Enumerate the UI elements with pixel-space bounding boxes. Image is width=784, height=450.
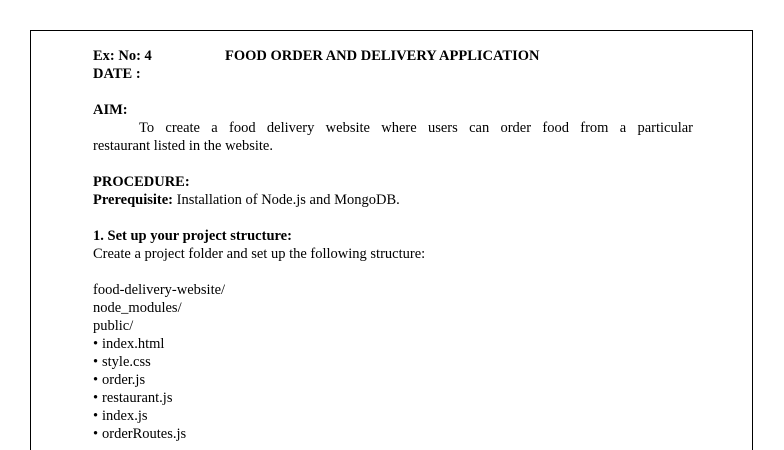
step1-text: Create a project folder and set up the following structure: bbox=[93, 246, 426, 262]
list-item bbox=[93, 389, 693, 407]
file-name: restaurant.js bbox=[102, 390, 173, 406]
file-name: index.html bbox=[102, 336, 165, 352]
list-item bbox=[93, 407, 693, 425]
prerequisite-line bbox=[93, 191, 693, 209]
list-item bbox=[93, 425, 693, 443]
bullet-icon: • bbox=[93, 372, 99, 388]
file-name: orderRoutes.js bbox=[102, 426, 187, 442]
file-name: order.js bbox=[102, 372, 146, 388]
document-content bbox=[93, 47, 693, 443]
prerequisite-text: Installation of Node.js and MongoDB. bbox=[173, 192, 400, 208]
structure-dir-public: public/ bbox=[93, 318, 134, 334]
bullet-icon: • bbox=[93, 336, 99, 352]
step1-heading: 1. Set up your project structure: bbox=[93, 228, 292, 244]
prerequisite-label: Prerequisite: bbox=[93, 192, 173, 208]
document-title: FOOD ORDER AND DELIVERY APPLICATION bbox=[225, 48, 540, 64]
aim-paragraph bbox=[93, 119, 693, 155]
procedure-heading: PROCEDURE: bbox=[93, 174, 190, 190]
document-page bbox=[30, 30, 753, 450]
structure-dir-node-modules: node_modules/ bbox=[93, 300, 182, 316]
bullet-icon: • bbox=[93, 426, 99, 442]
bullet-icon: • bbox=[93, 390, 99, 406]
exercise-number: Ex: No: 4 bbox=[93, 48, 152, 64]
aim-heading: AIM: bbox=[93, 102, 128, 118]
bullet-icon: • bbox=[93, 408, 99, 424]
list-item bbox=[93, 335, 693, 353]
aim-line-1: To create a food delivery website where users can order food from a particular bbox=[139, 120, 693, 136]
structure-root: food-delivery-website/ bbox=[93, 282, 226, 298]
file-name: index.js bbox=[102, 408, 148, 424]
bullet-icon: • bbox=[93, 354, 99, 370]
list-item bbox=[93, 371, 693, 389]
date-label: DATE : bbox=[93, 66, 141, 82]
aim-line-2: restaurant listed in the website. bbox=[93, 138, 273, 154]
list-item bbox=[93, 353, 693, 371]
file-name: style.css bbox=[102, 354, 151, 370]
header-row bbox=[93, 47, 693, 65]
